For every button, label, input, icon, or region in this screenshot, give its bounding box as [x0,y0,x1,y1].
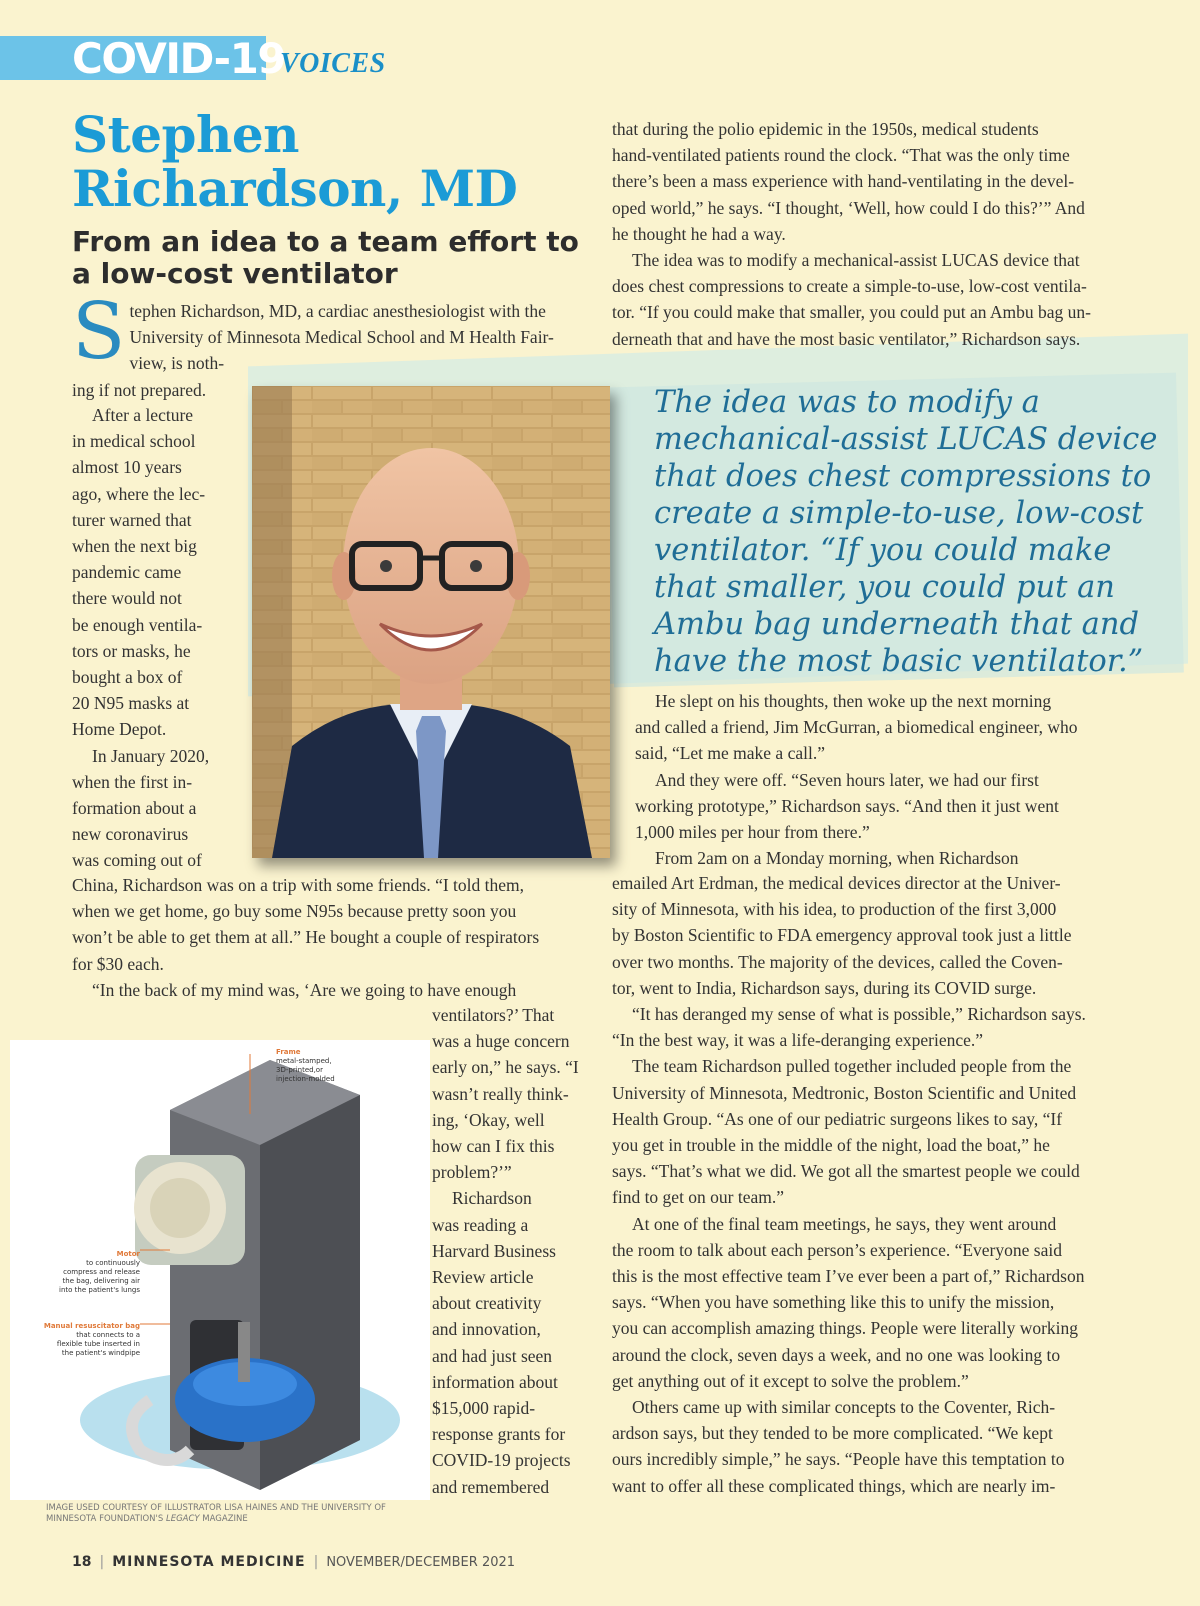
text-line: The idea was to modify a mechanical-assist LUCAS device that [632,250,1080,271]
text-line: University of Minnesota, Medtronic, Boston Scientific and United [612,1082,1077,1103]
text-line: pandemic came [72,562,182,583]
text-line: new coronavirus [72,824,189,845]
subsection-label: VOICES [280,48,386,79]
label-bag-desc: flexible tube inserted in [56,1340,140,1348]
text-line: be enough ventila- [72,614,203,635]
paragraph-lecture [72,402,242,743]
text-line: tor. “If you could make that smaller, you could put an Ambu bag un- [612,302,1091,323]
text-line: Richardson [452,1188,532,1209]
text-line: around the clock, seven days a week, and no one was looking to [612,1344,1061,1365]
text-line: problem?’” [432,1162,512,1183]
text-line: by Boston Scientific to FDA emergency approval took just a little [612,925,1072,946]
text-line: ardson says, but they tended to be more complicated. “We kept [612,1423,1053,1444]
ventilator-diagram [40,1040,420,1510]
lead-line: view, is noth- [129,353,225,374]
lead-line: University of Minnesota Medical School and M Health Fair- [129,327,554,348]
paragraph-china-lines [72,872,577,977]
text-line: when the first in- [72,771,193,792]
text-line: response grants for [432,1424,566,1445]
text-line: he thought he had a way. [612,223,786,244]
text-line: early on,” he says. “I [432,1057,579,1078]
label-motor-desc: compress and release [63,1268,140,1276]
text-line: formation about a [72,798,197,819]
drop-cap: S [72,287,126,377]
credit-line: MAGAZINE [199,1514,248,1524]
text-line: oped world,” he says. “I thought, ‘Well, how could I do this?’” And [612,197,1085,218]
text-line: how can I fix this [432,1136,555,1157]
text-line: there would not [72,588,182,609]
paragraph-others [612,1394,1137,1499]
text-line: almost 10 years [72,457,182,478]
text-line: get anything out of it except to solve the problem.” [612,1370,969,1391]
publication-name: MINNESOTA MEDICINE [112,1554,306,1570]
paragraph-slept [635,688,1135,767]
paragraph-meeting [612,1211,1137,1394]
label-motor-title: Motor [116,1250,140,1258]
text-line: bought a box of [72,667,183,688]
paragraph-erdman [612,870,1137,1001]
column-two-bottom [612,870,1137,1499]
label-motor-desc: to continuously [86,1259,140,1267]
paragraph-polio [612,116,1132,247]
text-line: this is the most effective team I’ve ever been a part of,” Richardson [612,1266,1085,1287]
text-line: find to get on our team.” [612,1187,785,1208]
text-line: says. “When you have something like this to unify the mission, [612,1292,1055,1313]
text-line: and remembered [432,1476,550,1497]
paragraph-china [72,872,577,1003]
text-line: about creativity [432,1293,542,1314]
text-line: and had just seen [432,1345,553,1366]
text-line: does chest compressions to create a simple-to-use, low-cost ventila- [612,276,1087,297]
text-line: that during the polio epidemic in the 1950s, medical students [612,119,1039,139]
issue-date: NOVEMBER/DECEMBER 2021 [326,1554,516,1570]
text-line: From 2am on a Monday morning, when Richardson [655,848,1019,869]
text-line: in medical school [72,431,196,452]
portrait-photo [252,386,610,858]
text-line: In January 2020, [92,745,210,766]
text-line: want to offer all these complicated things, which are nearly im- [612,1475,1056,1496]
text-line: Review article [432,1267,534,1288]
text-line: emailed Art Erdman, the medical devices director at the Univer- [612,873,1061,893]
text-line: The team Richardson pulled together included people from the [632,1056,1072,1077]
narrow-column-right [432,1002,592,1500]
page-number: 18 [72,1554,92,1570]
text-line: working prototype,” Richardson says. “And then it just went [635,795,1059,816]
text-line: when we get home, go buy some N95s because pretty soon you [72,901,517,922]
text-line: sity of Minnesota, with his idea, to production of the first 3,000 [612,899,1057,920]
text-line: and called a friend, Jim McGurran, a biomedical engineer, who [635,717,1078,738]
text-line: Others came up with similar concepts to the Coventer, Rich- [632,1397,1056,1418]
text-line: Health Group. “As one of our pediatric surgeons likes to say, “If [612,1108,1063,1129]
paragraph-2am [635,845,1135,871]
text-line: there’s been a mass experience with hand-ventilating in the devel- [612,171,1075,192]
paragraph-ventilators [432,1002,592,1185]
paragraph-off [635,767,1135,846]
text-line: ventilators?’ That [432,1005,555,1025]
text-line: wasn’t really think- [432,1083,569,1104]
text-line: And they were off. “Seven hours later, we had our first [655,769,1039,790]
text-line: Harvard Business [432,1240,556,1261]
label-bag-title: Manual resuscitator bag [43,1322,140,1330]
text-line: hand-ventilated patients round the clock. “That was the only time [612,145,1070,166]
text-line: Home Depot. [72,719,167,740]
credit-magazine: LEGACY [165,1514,200,1524]
paragraph-lucas [612,247,1132,352]
text-line: and innovation, [432,1319,541,1340]
text-line: tor, went to India, Richardson says, during its COVID surge. [612,977,1037,998]
label-bag-desc: that connects to a [76,1331,140,1339]
page-footer [72,1554,515,1570]
text-line: was a huge concern [432,1031,570,1052]
paragraph-team [612,1053,1137,1210]
text-line: said, “Let me make a call.” [635,743,825,764]
section-label: COVID-19 [72,34,286,83]
footer-separator: | [313,1554,319,1570]
text-line: was reading a [432,1214,529,1235]
text-line: ing, ‘Okay, well [432,1109,545,1130]
credit-line: IMAGE USED COURTESY OF ILLUSTRATOR LISA HAINES AND THE UNIVERSITY OF [46,1503,386,1513]
text-line: for $30 each. [72,953,164,974]
lead-line: tephen Richardson, MD, a cardiac anesthesiologist with the [129,301,546,321]
text-line: “It has deranged my sense of what is possible,” Richardson says. [632,1004,1086,1025]
paragraph-harvard [432,1185,592,1499]
label-motor [42,1250,140,1295]
text-line: says. “That’s what we did. We got all the smartest people we could [612,1161,1080,1182]
text-line: information about [432,1371,558,1392]
text-line: “In the best way, it was a life-deranging experience.” [612,1030,984,1051]
label-motor-desc: into the patient's lungs [59,1286,140,1294]
text-line: derneath that and have the most basic ventilator,” Richardson says. [612,328,1081,349]
paragraph-back-of-mind: “In the back of my mind was, ‘Are we going to have enough [92,979,517,1000]
label-bag-desc: the patient's windpipe [61,1349,140,1357]
article-title: Stephen Richardson, MD [72,105,518,218]
portrait-illustration [252,386,610,858]
text-line: turer warned that [72,509,192,530]
text-line: He slept on his thoughts, then woke up the next morning [655,691,1052,711]
text-line: was coming out of [72,850,202,871]
text-line: $15,000 rapid- [432,1398,536,1419]
text-line: when the next big [72,536,197,557]
label-bag [42,1322,140,1358]
column-two-middle [635,688,1135,871]
text-line: 1,000 miles per hour from there.” [635,822,870,843]
text-line: At one of the final team meetings, he says, they went around [632,1213,1057,1234]
label-frame-desc: 3D-printed,or [276,1066,323,1074]
column-two-top [612,116,1132,352]
text-line: you can accomplish amazing things. People were literally working [612,1318,1079,1339]
footer-separator: | [99,1554,105,1570]
label-frame-desc: injection-molded [276,1075,335,1083]
label-frame-title: Frame [276,1048,301,1056]
text-line: COVID-19 projects [432,1450,571,1471]
paragraph-january [72,743,242,874]
text-line: over two months. The majority of the devices, called the Coven- [612,951,1063,972]
text-line: After a lecture [92,405,194,425]
article-subtitle: From an idea to a team effort to a low-cost ventilator [72,225,579,290]
text-line: China, Richardson was on a trip with some friends. “I told them, [72,875,525,895]
image-credit [46,1503,426,1525]
label-frame [276,1048,396,1084]
paragraph-deranged [612,1001,1137,1053]
credit-line: MINNESOTA FOUNDATION'S [46,1514,166,1524]
text-line: 20 N95 masks at [72,693,190,714]
label-motor-desc: the bag, delivering air [62,1277,140,1285]
lead-line: ing if not prepared. [72,379,207,400]
text-line: tors or masks, he [72,640,191,661]
text-line: ago, where the lec- [72,483,206,504]
label-frame-desc: metal-stamped, [276,1057,332,1065]
pull-quote: The idea was to modify a mechanical-assist LUCAS device that does chest compressions to create a simple-to-use, low-cost ventilator. “If you could make that smaller, you could put an Ambu bag underneath that and have the most basic ventilator.” [654,385,1158,679]
text-line: ours incredibly simple,” he says. “People have this temptation to [612,1449,1065,1470]
narrow-column [72,402,242,874]
text-line: won’t be able to get them at all.” He bought a couple of respirators [72,927,540,948]
text-line: you get in trouble in the middle of the night, load the boat,” he [612,1135,1050,1156]
text-line: the room to talk about each person’s experience. “Everyone said [612,1239,1062,1260]
